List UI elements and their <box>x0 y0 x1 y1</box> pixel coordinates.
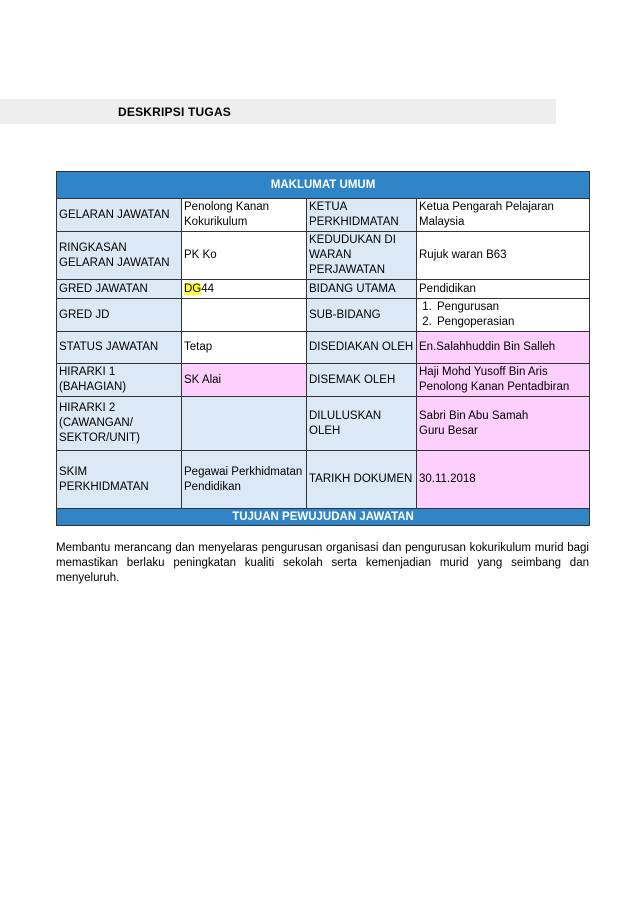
ketua-label: KETUA PERKHIDMATAN <box>307 199 417 232</box>
purpose-text: Membantu merancang dan menyelaras pengurusan organisasi dan pengurusan kokurikulum murid bagi memastikan berlaku peningkatan kualiti sekolah serta kemenjadian murid yang seimbang dan menyeluruh. <box>56 542 589 584</box>
maklumat-umum-table <box>56 171 590 526</box>
disediakan-value: En.Salahhuddin Bin Salleh <box>417 332 590 364</box>
ringkasan-value: PK Ko <box>182 232 307 280</box>
tarikh-label: TARIKH DOKUMEN <box>307 451 417 509</box>
diluluskan-role: Guru Besar <box>419 424 478 437</box>
title-bar <box>0 99 556 124</box>
list-item: 2. Pengoperasian <box>435 315 587 330</box>
gred-jd-value <box>182 299 307 332</box>
hirarki1-label: HIRARKI 1 (BAHAGIAN) <box>57 364 182 397</box>
gred-number: 44 <box>201 282 215 295</box>
diluluskan-value <box>417 397 590 451</box>
list-item: 1. Pengurusan <box>435 300 587 315</box>
hirarki1-value: SK Alai <box>182 364 307 397</box>
disemak-name: Haji Mohd Yusoff Bin Aris <box>419 366 548 378</box>
diluluskan-name: Sabri Bin Abu Samah <box>419 409 529 422</box>
kedudukan-label: KEDUDUKAN DI WARAN PERJAWATAN <box>307 232 417 280</box>
kedudukan-value: Rujuk waran B63 <box>417 232 590 280</box>
sub-bidang-list <box>419 300 587 330</box>
gred-jd-label: GRED JD <box>57 299 182 332</box>
bidang-label: BIDANG UTAMA <box>307 280 417 299</box>
disemak-role: Penolong Kanan Pentadbiran <box>419 381 570 393</box>
skim-value: Pegawai Perkhidmatan Pendidikan <box>182 451 307 509</box>
document-title: DESKRIPSI TUGAS <box>118 105 232 119</box>
status-label: STATUS JAWATAN <box>57 332 182 364</box>
hirarki2-label: HIRARKI 2 (CAWANGAN/ SEKTOR/UNIT) <box>57 397 182 451</box>
disemak-label: DISEMAK OLEH <box>307 364 417 397</box>
tarikh-value: 30.11.2018 <box>417 451 590 509</box>
disemak-value <box>417 364 590 397</box>
gred-highlight: DG <box>184 282 202 295</box>
purpose-header: TUJUAN PEWUJUDAN JAWATAN <box>57 509 590 526</box>
gelaran-label: GELARAN JAWATAN <box>57 199 182 232</box>
hirarki2-value <box>182 397 307 451</box>
skim-label: SKIM PERKHIDMATAN <box>57 451 182 509</box>
gred-jawatan-label: GRED JAWATAN <box>57 280 182 299</box>
sub-bidang-value <box>417 299 590 332</box>
ringkasan-label: RINGKASAN GELARAN JAWATAN <box>57 232 182 280</box>
gelaran-value: Penolong Kanan Kokurikulum <box>182 199 307 232</box>
status-value: Tetap <box>182 332 307 364</box>
diluluskan-label: DILULUSKAN OLEH <box>307 397 417 451</box>
disediakan-label: DISEDIAKAN OLEH <box>307 332 417 364</box>
gred-jawatan-value <box>182 280 307 299</box>
sub-bidang-label: SUB-BIDANG <box>307 299 417 332</box>
section-header: MAKLUMAT UMUM <box>57 172 590 199</box>
ketua-value: Ketua Pengarah Pelajaran Malaysia <box>417 199 590 232</box>
bidang-value: Pendidikan <box>417 280 590 299</box>
